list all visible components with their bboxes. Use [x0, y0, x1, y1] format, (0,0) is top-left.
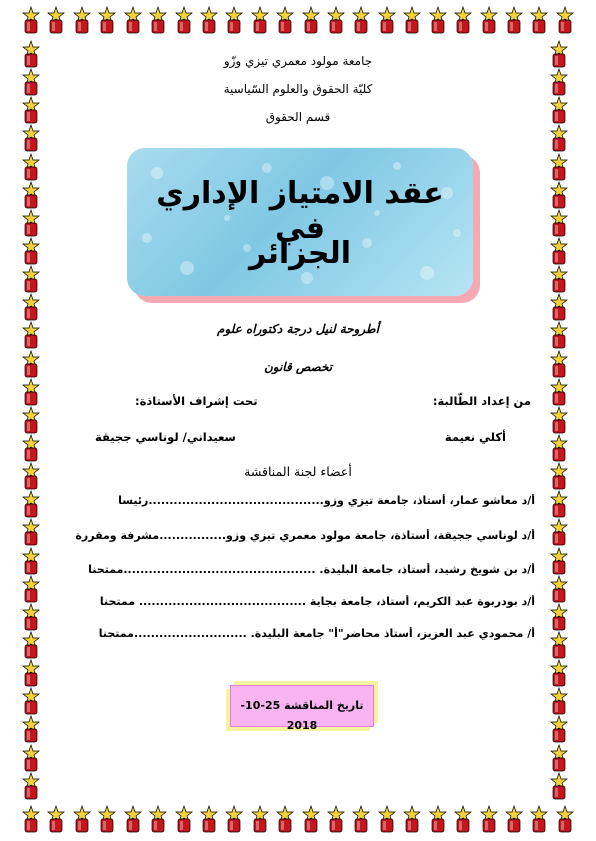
- border-ornament-icon: [548, 406, 570, 434]
- border-ornament-icon: [45, 805, 67, 833]
- border-ornament-icon: [548, 715, 570, 743]
- border-ornament-icon: [401, 6, 423, 34]
- faculty-name: كليّة الحقوق والعلوم السّياسية: [223, 82, 373, 96]
- border-ornament-icon: [300, 6, 322, 34]
- border-ornament-icon: [503, 6, 525, 34]
- border-ornament-icon: [122, 6, 144, 34]
- page-border-bottom: [20, 805, 576, 835]
- border-ornament-icon: [173, 805, 195, 833]
- thesis-title-line2: الجزائر: [248, 236, 352, 271]
- supervisor-label: تحت إشراف الأستاذة:: [135, 394, 258, 408]
- border-ornament-icon: [20, 462, 42, 490]
- page-border-top: [20, 6, 576, 36]
- border-ornament-icon: [96, 6, 118, 34]
- border-ornament-icon: [20, 434, 42, 462]
- thesis-type: أطروحة لنيل درجة دكتوراه علوم: [217, 322, 379, 336]
- border-ornament-icon: [528, 805, 550, 833]
- border-ornament-icon: [20, 659, 42, 687]
- border-ornament-icon: [20, 518, 42, 546]
- border-ornament-icon: [376, 805, 398, 833]
- border-ornament-icon: [325, 805, 347, 833]
- border-ornament-icon: [325, 6, 347, 34]
- border-ornament-icon: [96, 805, 118, 833]
- border-ornament-icon: [478, 805, 500, 833]
- discussion-date: تاريخ المناقشة 25-10-2018: [240, 699, 364, 732]
- border-ornament-icon: [548, 575, 570, 603]
- border-ornament-icon: [20, 96, 42, 124]
- border-ornament-icon: [548, 687, 570, 715]
- department-name: قسم الحقوق: [265, 110, 331, 124]
- border-ornament-icon: [548, 772, 570, 800]
- border-ornament-icon: [20, 378, 42, 406]
- border-ornament-icon: [249, 805, 271, 833]
- border-ornament-icon: [198, 805, 220, 833]
- border-ornament-icon: [20, 744, 42, 772]
- border-ornament-icon: [548, 68, 570, 96]
- border-ornament-icon: [198, 6, 220, 34]
- border-ornament-icon: [548, 547, 570, 575]
- border-ornament-icon: [20, 40, 42, 68]
- border-ornament-icon: [548, 181, 570, 209]
- border-ornament-icon: [20, 321, 42, 349]
- border-ornament-icon: [20, 237, 42, 265]
- border-ornament-icon: [20, 490, 42, 518]
- border-ornament-icon: [452, 805, 474, 833]
- border-ornament-icon: [548, 293, 570, 321]
- border-ornament-icon: [548, 603, 570, 631]
- border-ornament-icon: [478, 6, 500, 34]
- thesis-title-line1: عقد الامتياز الإداري في: [156, 176, 444, 246]
- committee-title: أعضاء لجنة المناقشة: [244, 464, 352, 479]
- border-ornament-icon: [20, 6, 42, 34]
- border-ornament-icon: [350, 805, 372, 833]
- committee-member: أ/د بودربوة عبد الكريم، أستاذ، جامعة بجاية ........................................ ممتحنا: [99, 595, 535, 608]
- border-ornament-icon: [548, 490, 570, 518]
- border-ornament-icon: [548, 237, 570, 265]
- border-ornament-icon: [548, 631, 570, 659]
- committee-member: أ/د لوناسي ججيقة، أستاذة، جامعة مولود معمري تيزي وزو................مشرفة ومقررة: [75, 529, 535, 542]
- border-ornament-icon: [45, 6, 67, 34]
- border-ornament-icon: [223, 6, 245, 34]
- border-ornament-icon: [503, 805, 525, 833]
- border-ornament-icon: [350, 6, 372, 34]
- border-ornament-icon: [548, 434, 570, 462]
- page-border-right: [548, 40, 576, 800]
- border-ornament-icon: [401, 805, 423, 833]
- discussion-date-box: [230, 685, 374, 732]
- border-ornament-icon: [122, 805, 144, 833]
- border-ornament-icon: [548, 321, 570, 349]
- border-ornament-icon: [147, 805, 169, 833]
- border-ornament-icon: [554, 6, 576, 34]
- border-ornament-icon: [376, 6, 398, 34]
- student-name: أكلي نعيمة: [444, 430, 506, 444]
- university-name: جامعة مولود معمري تيزي وزّو: [223, 54, 373, 68]
- border-ornament-icon: [223, 805, 245, 833]
- border-ornament-icon: [20, 772, 42, 800]
- border-ornament-icon: [548, 350, 570, 378]
- border-ornament-icon: [548, 40, 570, 68]
- border-ornament-icon: [20, 805, 42, 833]
- border-ornament-icon: [20, 181, 42, 209]
- border-ornament-icon: [548, 209, 570, 237]
- border-ornament-icon: [452, 6, 474, 34]
- border-ornament-icon: [20, 124, 42, 152]
- border-ornament-icon: [20, 547, 42, 575]
- supervisor-name: سعيداني/ لوناسي ججيقة: [95, 430, 236, 444]
- specialty: تخصص قانون: [263, 360, 333, 374]
- border-ornament-icon: [528, 6, 550, 34]
- border-ornament-icon: [20, 631, 42, 659]
- committee-member: أ/د معاشو عمار، أستاذ، جامعة تيزي وزو..........................................رئيسا: [118, 494, 535, 507]
- border-ornament-icon: [20, 715, 42, 743]
- border-ornament-icon: [20, 687, 42, 715]
- page-border-left: [20, 40, 48, 800]
- border-ornament-icon: [274, 805, 296, 833]
- border-ornament-icon: [554, 805, 576, 833]
- border-ornament-icon: [20, 293, 42, 321]
- border-ornament-icon: [249, 6, 271, 34]
- prepared-by-label: من إعداد الطّالبة:: [432, 394, 531, 408]
- border-ornament-icon: [548, 124, 570, 152]
- border-ornament-icon: [173, 6, 195, 34]
- border-ornament-icon: [20, 68, 42, 96]
- border-ornament-icon: [274, 6, 296, 34]
- border-ornament-icon: [548, 518, 570, 546]
- border-ornament-icon: [548, 265, 570, 293]
- border-ornament-icon: [427, 805, 449, 833]
- border-ornament-icon: [20, 575, 42, 603]
- border-ornament-icon: [20, 265, 42, 293]
- border-ornament-icon: [20, 603, 42, 631]
- border-ornament-icon: [548, 96, 570, 124]
- border-ornament-icon: [548, 378, 570, 406]
- border-ornament-icon: [71, 6, 93, 34]
- border-ornament-icon: [147, 6, 169, 34]
- border-ornament-icon: [427, 6, 449, 34]
- border-ornament-icon: [300, 805, 322, 833]
- border-ornament-icon: [548, 659, 570, 687]
- title-box: [127, 148, 473, 296]
- border-ornament-icon: [71, 805, 93, 833]
- cover-page: [55, 40, 541, 800]
- border-ornament-icon: [548, 462, 570, 490]
- border-ornament-icon: [20, 153, 42, 181]
- border-ornament-icon: [20, 209, 42, 237]
- border-ornament-icon: [548, 153, 570, 181]
- border-ornament-icon: [20, 350, 42, 378]
- committee-member: أ/د بن شويخ رشيد، أستاذ، جامعة البليدة. ..............................................ممتحنا: [88, 563, 535, 576]
- committee-member: أ/ محمودي عبد العزيز، أستاذ محاضر"أ" جامعة البليدة. ...........................ممتحنا: [98, 627, 535, 640]
- border-ornament-icon: [548, 744, 570, 772]
- border-ornament-icon: [20, 406, 42, 434]
